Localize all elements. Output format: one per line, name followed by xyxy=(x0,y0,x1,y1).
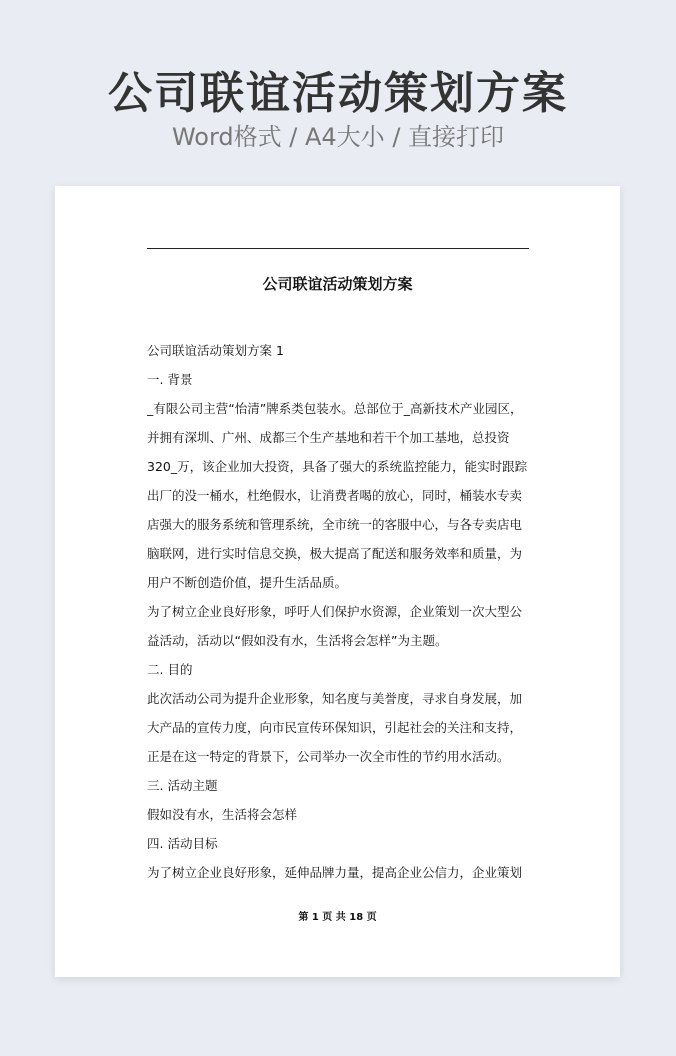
section-title: 公司联谊活动策划方案 1 xyxy=(147,343,284,358)
document-body xyxy=(147,336,529,887)
body-line: 为了树立企业良好形象，呼吁人们保护水资源，企业策划一次大型公 xyxy=(147,604,523,619)
header-rule xyxy=(147,248,529,249)
banner-subtitle: Word格式 / A4大小 / 直接打印 xyxy=(171,123,505,151)
body-line: 店强大的服务系统和管理系统，全市统一的客服中心，与各专卖店电 xyxy=(147,517,523,532)
section-heading-goals: 四. 活动目标 xyxy=(147,836,218,851)
document-heading: 公司联谊活动策划方案 xyxy=(262,275,413,293)
section-heading-purpose: 二. 目的 xyxy=(147,662,193,677)
page-footer: 第 1 页 共 18 页 xyxy=(298,912,377,923)
body-line: 320_万，该企业加大投资，具备了强大的系统监控能力，能实时跟踪 xyxy=(147,459,528,474)
body-line: 大产品的宣传力度，向市民宣传环保知识，引起社会的关注和支持， xyxy=(147,720,523,735)
body-line: 脑联网，进行实时信息交换，极大提高了配送和服务效率和质量，为 xyxy=(147,546,523,561)
body-line: 假如没有水，生活将会怎样 xyxy=(147,807,298,822)
body-line: 为了树立企业良好形象，延伸品牌力量，提高企业公信力，企业策划 xyxy=(147,865,523,880)
body-line: 出厂的没一桶水，杜绝假水，让消费者喝的放心，同时，桶装水专卖 xyxy=(147,488,523,503)
body-line: 正是在这一特定的背景下，公司举办一次全市性的节约用水活动。 xyxy=(147,749,510,764)
body-line: _有限公司主营“怡清”牌系类包装水。总部位于_高新技术产业园区， xyxy=(147,401,523,416)
banner-title: 公司联谊活动策划方案 xyxy=(108,68,568,119)
section-heading-theme: 三. 活动主题 xyxy=(147,778,218,793)
body-line: 益活动，活动以“假如没有水，生活将会怎样”为主题。 xyxy=(147,633,448,648)
body-line: 并拥有深圳、广州、成都三个生产基地和若干个加工基地，总投资 xyxy=(147,430,510,445)
document-page xyxy=(55,186,620,977)
body-line: 此次活动公司为提升企业形象，知名度与美誉度，寻求自身发展，加 xyxy=(147,691,523,706)
section-heading-background: 一. 背景 xyxy=(147,372,193,387)
body-line: 用户不断创造价值，提升生活品质。 xyxy=(147,575,348,590)
